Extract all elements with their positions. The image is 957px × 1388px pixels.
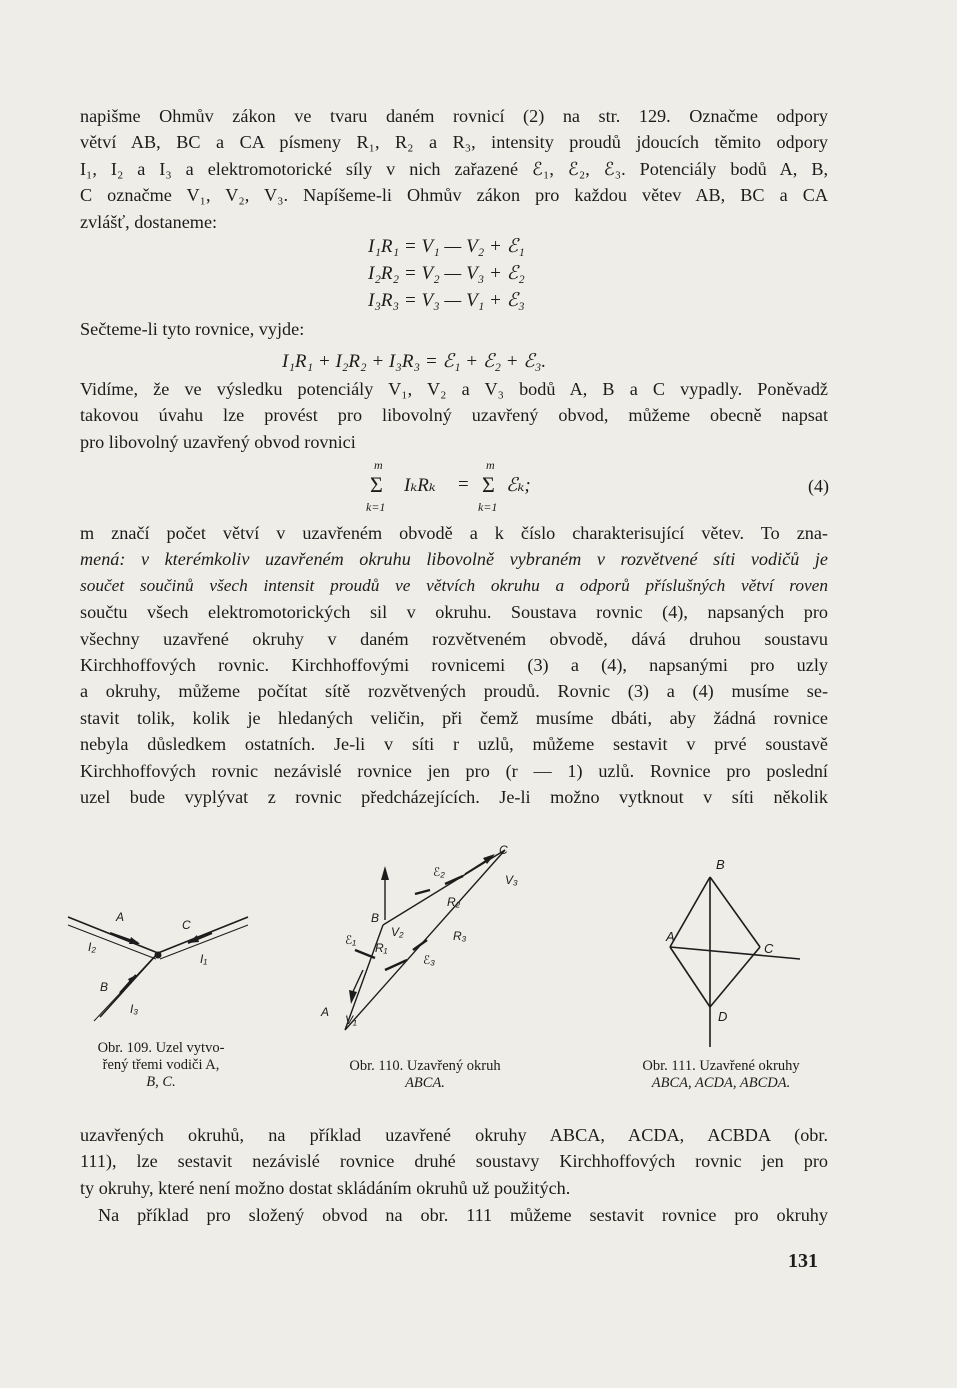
label-i2: I₂ (88, 940, 96, 954)
paragraph-example (98, 1202, 828, 1228)
text-line: C označme V₁, V₂, V₃. Napíšeme-li Ohmův zákon pro každou větev AB, BC a CA (80, 185, 828, 206)
text-line: stavit tolik, kolik je hledaných veličin, při čemž musíme dbáti, aby žádná rovnice (80, 707, 828, 728)
text-line: napišme Ohmův zákon ve tvaru daném rovnicí (2) na str. 129. Označme odpory (80, 106, 828, 126)
figure-109-node (58, 895, 258, 1035)
sum-intro: Sečteme-li tyto rovnice, vyjde: (80, 319, 305, 339)
label-e3: ℰ₃ (423, 953, 436, 967)
label-d: D (718, 1009, 728, 1024)
label-c: C (499, 843, 508, 857)
wire-c (158, 917, 248, 953)
text-line: všechny uzavřené okruhy v daném rozvětveném obvodě, dává druhou soustavu (80, 628, 828, 649)
paragraph-potentials (80, 376, 828, 455)
text-line: pro libovolný uzavřený obvod rovnici (80, 431, 356, 452)
text-line: mená: v kterémkoliv uzavřeném okruhu libovolně vybraném v rozvětvené síti vodičů je (80, 549, 828, 570)
label-b: B (100, 980, 109, 994)
equals-sign: = (458, 474, 469, 495)
text-line: zvlášť, dostaneme: (80, 211, 218, 232)
label-b: B (716, 857, 725, 872)
text-line: 111), lze sestavit nezávislé rovnice druhé soustavy Kirchhoffových rovnic jen pro (80, 1151, 828, 1172)
text-line: a okruhy, můžeme počítat sítě rozvětvených proudů. Rovnic (3) a (4) musíme se- (80, 681, 828, 702)
text-line: Na příklad pro složený obvod na obr. 111 můžeme sestavit rovnice pro okruhy (98, 1205, 828, 1225)
text-line: ty okruhy, které není možno dostat skládáním okruhů už použitých. (80, 1177, 571, 1198)
text-line: uzel bude vyplývat z rovnic předcházejících. Je-li možno vytknout v síti několik (80, 787, 828, 808)
label-a: A (666, 929, 675, 944)
node-dot (155, 952, 162, 959)
branch-bc (710, 877, 760, 947)
equation-2: I₂R₂ = V₂ — V₃ + ℰ₂ (368, 263, 525, 284)
caption-fig-109: Obr. 109. Uzel vytvo- řený třemi vodiči A, B, C. (97, 1040, 225, 1090)
sum-upper-limit: m (374, 458, 383, 472)
caption-fig-111: Obr. 111. Uzavřené okruhy ABCA, ACDA, ABCDA. (642, 1058, 800, 1091)
equation-1: I₁R₁ = V₁ — V₂ + ℰ₁ (368, 236, 525, 257)
label-e1: ℰ₁ (345, 933, 357, 947)
branch-ad (670, 947, 710, 1007)
branch-cd (710, 947, 760, 1007)
text-line: m značí počet větví v uzavřeném obvodě a k číslo charakterisující větev. To zna- (80, 523, 828, 543)
sum-sign: Σ (482, 472, 495, 497)
text-line: takovou úvahu lze provést pro libovolný uzavřený obvod, můžeme obecně napsat (80, 405, 828, 426)
text-line: uzavřených okruhů, na příklad uzavřené okruhy ABCA, ACDA, ACBDA (obr. (80, 1125, 828, 1145)
sum-lower-limit: k=1 (478, 500, 498, 514)
label-v1: V₁ (345, 1013, 357, 1027)
text-line: větví AB, BC a CA písmeny R₁, R₂ a R₃, intensity proudů jdoucích těmito odpory (80, 132, 828, 153)
branch-ac (670, 947, 800, 959)
label-v3: V₃ (505, 873, 518, 887)
label-v2: V₂ (391, 925, 404, 939)
equation-3: I₃R₃ = V₃ — V₁ + ℰ₃ (368, 290, 525, 311)
label-e2: ℰ₂ (433, 865, 445, 879)
text-line: Vidíme, že ve výsledku potenciály V₁, V₂ a V₃ bodů A, B a C vypadly. Poněvadž (80, 379, 828, 399)
text-line: I₁, I₂ a I₃ a elektromotorické síly v nich zařazené ℰ₁, ℰ₂, ℰ₃. Potenciály bodů A, B, (80, 158, 828, 179)
sum-term: IₖRₖ (404, 475, 436, 496)
label-r2: R₂ (447, 895, 461, 909)
label-r1: R₁ (375, 941, 388, 955)
paragraph-ohm-law (80, 103, 828, 235)
text-line: součet součinů všech intensit proudů ve větvích okruhu a odporů příslušných větví roven (80, 575, 828, 595)
label-a: A (116, 910, 125, 924)
label-i3: I₃ (130, 1002, 139, 1016)
label-b: B (371, 911, 380, 925)
branch-ba (670, 877, 710, 947)
text-line: součtu všech elektromotorických sil v okruhu. Soustava rovnic (4), napsaných pro (80, 602, 828, 623)
equation-sum: I₁R₁ + I₂R₂ + I₃R₃ = ℰ₁ + ℰ₂ + ℰ₃. (282, 351, 547, 372)
label-r3: R₃ (453, 929, 467, 943)
label-i1: I₁ (200, 952, 208, 966)
text-line: nebyla důsledkem ostatních. Je-li v síti r uzlů, můžeme sestavit v prvé soustavě (80, 734, 828, 755)
page-number: 131 (788, 1250, 818, 1272)
paragraph-second-law (80, 520, 828, 810)
figure-111-closed-circuits (640, 855, 815, 1050)
equation-4 (360, 458, 620, 518)
paragraph-independent-loops (80, 1122, 828, 1201)
text-line: Kirchhoffových rovnic. Kirchhoffovými rovnicemi (3) a (4), napsanými pro uzly (80, 655, 828, 676)
figure-110-closed-circuit (315, 840, 525, 1040)
sum-term: ℰₖ; (506, 475, 531, 496)
text-line: Kirchhoffových rovnic nezávislé rovnice jen pro (r — 1) uzlů. Rovnice pro poslední (80, 760, 828, 781)
label-c: C (182, 918, 191, 932)
sum-upper-limit: m (486, 458, 495, 472)
sum-sign: Σ (370, 472, 383, 497)
equation-number: (4) (808, 476, 829, 496)
label-c: C (764, 941, 774, 956)
sum-lower-limit: k=1 (366, 500, 386, 514)
caption-fig-110: Obr. 110. Uzavřený okruh ABCA. (349, 1058, 501, 1091)
label-a: A (321, 1005, 330, 1019)
